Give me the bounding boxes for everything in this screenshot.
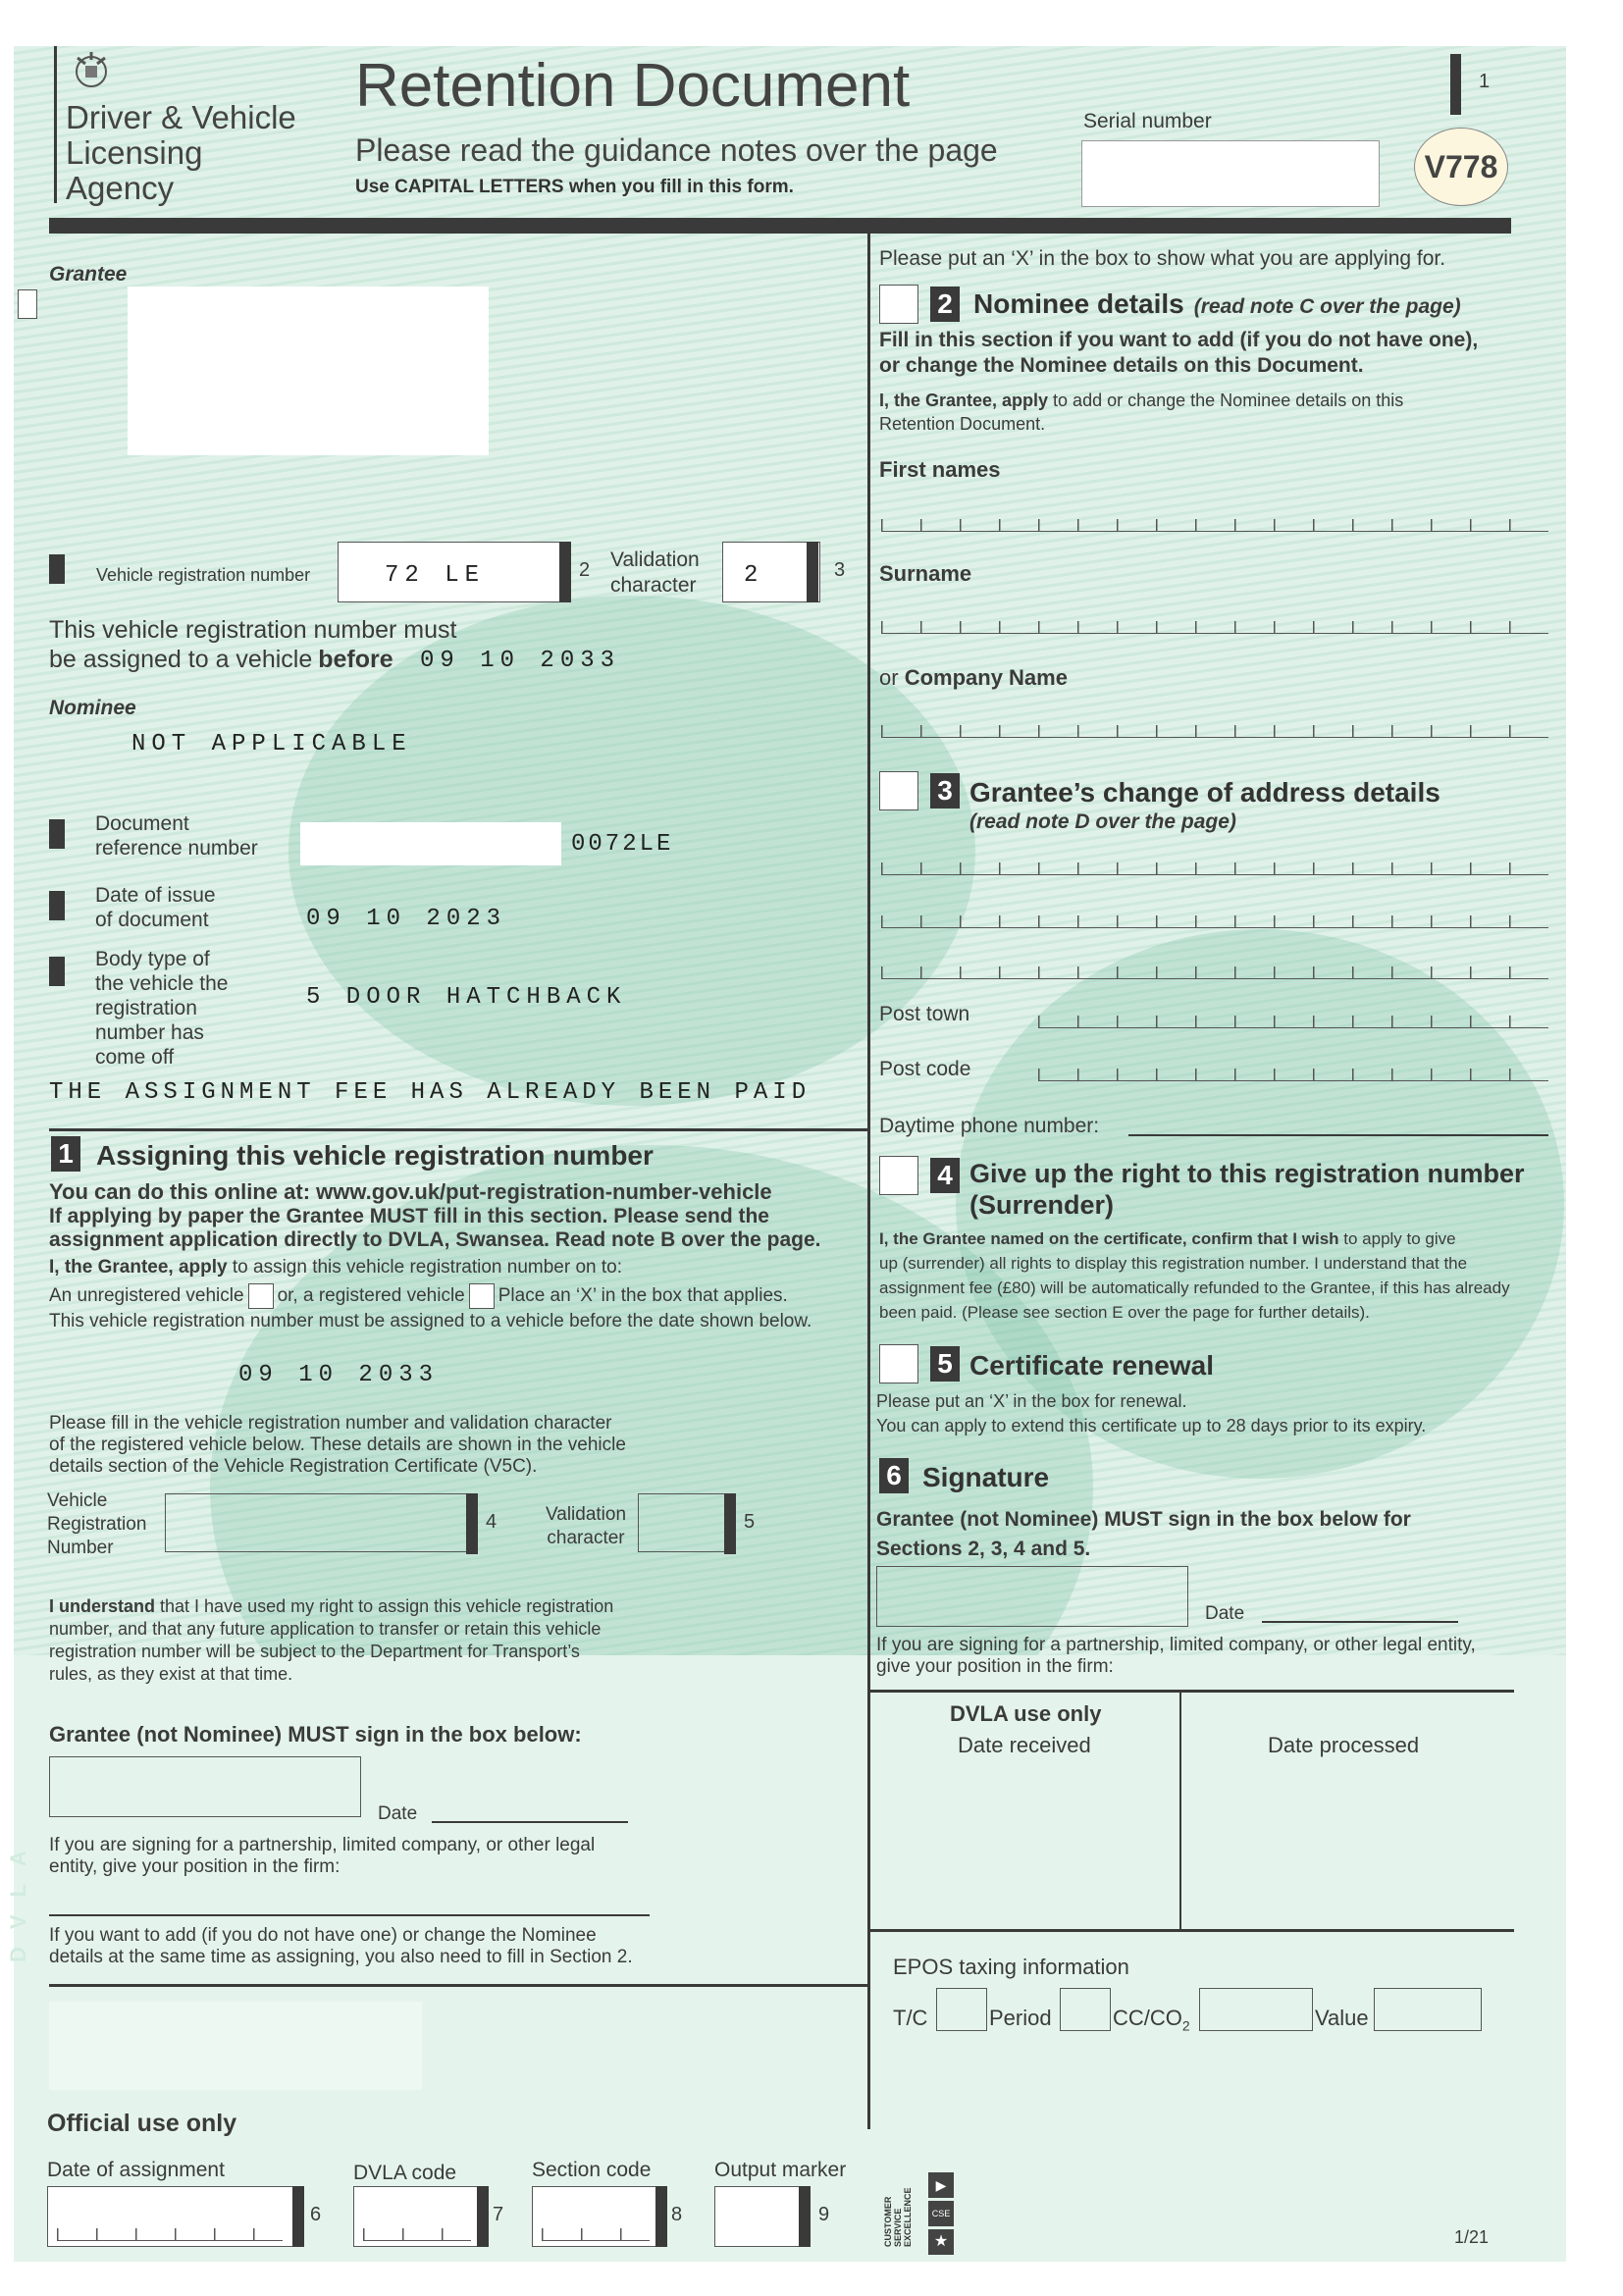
section-1-understand: I understand that I have used my right to assign this vehicle registration number, and that any future application to transfer or retain this vehicle registration number will be subject to the Department for Transport’s rules, as they exist at that time. bbox=[49, 1596, 614, 1684]
unregistered-vehicle-checkbox[interactable] bbox=[248, 1283, 274, 1309]
section-2-heading: Nominee details (read note C over the page) bbox=[973, 288, 1461, 319]
section-1-paper: If applying by paper the Grantee MUST fill in this section. Please send the assignment application directly to DVLA, Swansea. Read note B over the page. bbox=[49, 1205, 821, 1251]
date-received-label: Date received bbox=[958, 1733, 1091, 1757]
serial-number-field[interactable] bbox=[1081, 140, 1380, 207]
marker-5: 5 bbox=[744, 1511, 756, 1533]
serial-number-label: Serial number bbox=[1083, 110, 1212, 132]
marker-7: 7 bbox=[493, 2204, 504, 2225]
docref-label: Document reference number bbox=[95, 812, 258, 860]
address-line-3[interactable] bbox=[881, 958, 1548, 979]
section-1-nominee-note: If you want to add (if you do not have one) or change the Nominee details at the same time as assigning, you also need to fill in Section 2. bbox=[49, 1925, 633, 1967]
section-3-title: Grantee’s change of address details bbox=[969, 777, 1440, 808]
agency-name: Driver & Vehicle Licensing Agency bbox=[66, 99, 296, 206]
left-blank-redacted bbox=[49, 2002, 422, 2090]
epos-value-field[interactable] bbox=[1374, 1988, 1482, 2031]
address-line-1[interactable] bbox=[881, 854, 1548, 875]
dvla-watermark: DVLA bbox=[6, 1833, 30, 1962]
page-title: Retention Document bbox=[355, 52, 911, 120]
validation-value: 2 bbox=[744, 562, 764, 589]
section-1-fill-note: Please fill in the vehicle registration number and validation character of the registered vehicle below. These details are shown in the vehicle details section of the Vehicle Registration Certificate (V5C). bbox=[49, 1413, 626, 1477]
grantee-marker-box bbox=[18, 289, 37, 319]
marker-6: 6 bbox=[310, 2204, 322, 2225]
form-code-badge: V778 bbox=[1414, 128, 1508, 206]
section-1-sign-label: Grantee (not Nominee) MUST sign in the box below: bbox=[49, 1722, 582, 1747]
capital-letters-note: Use CAPITAL LETTERS when you fill in this form. bbox=[355, 177, 794, 197]
section-5-text: Please put an ‘X’ in the box for renewal. You can apply to extend this certificate up to 28 days prior to its expiry. bbox=[876, 1391, 1427, 1435]
section-2-apply: I, the Grantee, apply to add or change the Nominee details on this Retention Document. bbox=[879, 391, 1404, 434]
marker-2: 2 bbox=[579, 559, 591, 581]
address-line-2[interactable] bbox=[881, 907, 1548, 928]
section-6-number: 6 bbox=[879, 1458, 909, 1493]
post-code-label: Post code bbox=[879, 1058, 971, 1080]
surname-label: Surname bbox=[879, 561, 972, 586]
cse-logo bbox=[928, 2172, 954, 2255]
cse-badge: CSE bbox=[928, 2201, 954, 2226]
section-1-position-line[interactable] bbox=[49, 1914, 650, 1916]
section-1-date: 09 10 2033 bbox=[238, 1362, 440, 1388]
first-names-label: First names bbox=[879, 457, 1001, 482]
section-4-title: Give up the right to this registration number (Surrender) bbox=[969, 1159, 1525, 1220]
section-1-title: Assigning this vehicle registration number bbox=[96, 1140, 654, 1171]
section-2-checkbox[interactable] bbox=[879, 285, 918, 324]
section-6-must: Grantee (not Nominee) MUST sign in the box below for Sections 2, 3, 4 and 5. bbox=[876, 1508, 1411, 1560]
post-town-label: Post town bbox=[879, 1003, 970, 1025]
section-1-validation-label: Validation character bbox=[546, 1504, 627, 1548]
marker-8: 8 bbox=[671, 2204, 683, 2225]
page-subtitle: Please read the guidance notes over the page bbox=[355, 132, 998, 168]
epos-cc-label: $CC/CO_2$ bbox=[1113, 2006, 1190, 2034]
section-3-note: (read note D over the page) bbox=[969, 810, 1236, 833]
section-3-number: 3 bbox=[930, 773, 960, 809]
cse-text: CUSTOMER SERVICE EXCELLENCE bbox=[883, 2187, 913, 2247]
date-of-assignment-label: Date of assignment bbox=[47, 2159, 225, 2181]
registered-vehicle-checkbox[interactable] bbox=[469, 1283, 495, 1309]
official-use-title: Official use only bbox=[47, 2110, 237, 2137]
assignment-fee-note: THE ASSIGNMENT FEE HAS ALREADY BEEN PAID bbox=[49, 1079, 812, 1106]
section-6-title: Signature bbox=[922, 1462, 1050, 1492]
section-5-title: Certificate renewal bbox=[969, 1350, 1214, 1381]
epos-tc-label: T/C bbox=[893, 2006, 928, 2030]
dvla-code-label: DVLA code bbox=[353, 2162, 457, 2184]
page-marker: 1 bbox=[1479, 71, 1491, 92]
company-name-label: or Company Name bbox=[879, 665, 1068, 690]
play-icon: ▶ bbox=[928, 2172, 954, 2198]
nominee-label: Nominee bbox=[49, 697, 136, 719]
section-4-text: I, the Grantee named on the certificate, confirm that I wish to apply to give up (surrender) all rights to display this registration number. I understand that the assignment fee (£80) will be automatically refunded to the Grantee, if this has already been paid. (Please see section E over the page for further details). bbox=[879, 1229, 1510, 1322]
issue-date-label: Date of issue of document bbox=[95, 884, 216, 931]
assign-by-date: 09 10 2033 bbox=[420, 648, 621, 674]
post-code-field[interactable] bbox=[1038, 1060, 1548, 1081]
assign-by-note: This vehicle registration number must be assigned to a vehicle before bbox=[49, 616, 457, 673]
marker-3: 3 bbox=[834, 559, 846, 581]
grantee-label: Grantee bbox=[49, 263, 128, 286]
section-1-vrn-field[interactable] bbox=[165, 1493, 471, 1552]
marker-4: 4 bbox=[486, 1511, 497, 1533]
section-code-label: Section code bbox=[532, 2159, 652, 2181]
section-1-signature-box[interactable] bbox=[49, 1756, 361, 1817]
section-1-apply: I, the Grantee, apply to assign this vehicle registration number on to: bbox=[49, 1257, 622, 1278]
header-rule bbox=[49, 218, 1511, 234]
body-type-value: 5 DOOR HATCHBACK bbox=[306, 984, 627, 1011]
section-5-checkbox[interactable] bbox=[879, 1344, 918, 1383]
section-6-signature-box[interactable] bbox=[876, 1566, 1188, 1627]
epos-cc-field[interactable] bbox=[1199, 1988, 1313, 2031]
section-1-date-label: Date bbox=[378, 1803, 418, 1824]
right-intro: Please put an ‘X’ in the box to show what you are applying for. bbox=[879, 247, 1446, 270]
column-divider bbox=[867, 234, 870, 2129]
marker-9: 9 bbox=[818, 2204, 830, 2225]
section-1-before-note: This vehicle registration number must be assigned to a vehicle before the date shown below. bbox=[49, 1311, 812, 1331]
docref-redacted bbox=[300, 822, 561, 865]
section-4-number: 4 bbox=[930, 1158, 960, 1193]
grantee-address-redacted bbox=[128, 287, 489, 455]
company-name-field[interactable] bbox=[881, 716, 1548, 738]
nominee-value: NOT APPLICABLE bbox=[131, 731, 412, 757]
star-icon: ★ bbox=[928, 2229, 954, 2255]
output-marker-field[interactable] bbox=[714, 2186, 803, 2247]
epos-tc-field[interactable] bbox=[936, 1988, 987, 2031]
surname-field[interactable] bbox=[881, 612, 1548, 634]
issue-date-value: 09 10 2023 bbox=[306, 906, 507, 932]
vehicle-type-choice: An unregistered vehicle or, a registered vehicle Place an ‘X’ in the box that applies. bbox=[49, 1283, 788, 1309]
section-2-number: 2 bbox=[930, 287, 960, 322]
section-6-date-label: Date bbox=[1205, 1603, 1245, 1624]
docref-value: 0072LE bbox=[571, 831, 674, 858]
epos-period-label: Period bbox=[989, 2006, 1052, 2030]
crest-icon bbox=[68, 48, 115, 91]
section-4-checkbox[interactable] bbox=[879, 1156, 918, 1195]
section-1-date-line[interactable] bbox=[432, 1821, 628, 1823]
section-1-online: You can do this online at: www.gov.uk/put-registration-number-vehicle bbox=[49, 1179, 772, 1204]
section-5-number: 5 bbox=[930, 1346, 960, 1382]
section-1-number: 1 bbox=[51, 1136, 80, 1172]
section-1-position-note: If you are signing for a partnership, limited company, or other legal entity, give your position in the firm: bbox=[49, 1835, 596, 1877]
date-processed-label: Date processed bbox=[1268, 1733, 1420, 1757]
validation-label: Validation character bbox=[610, 548, 700, 597]
phone-label: Daytime phone number: bbox=[879, 1115, 1100, 1137]
section-2-fill-note: Fill in this section if you want to add (if you do not have one), or change the Nominee details on this Document. bbox=[879, 329, 1479, 377]
body-type-label: Body type of the vehicle the registration number has come off bbox=[95, 948, 229, 1069]
form-version: 1/21 bbox=[1454, 2227, 1490, 2247]
section-3-checkbox[interactable] bbox=[879, 771, 918, 810]
epos-period-field[interactable] bbox=[1060, 1988, 1111, 2031]
post-town-field[interactable] bbox=[1038, 1007, 1548, 1028]
section-1-vrn-label: Vehicle Registration Number bbox=[47, 1490, 147, 1558]
section-1-validation-field[interactable] bbox=[638, 1493, 728, 1552]
phone-field[interactable] bbox=[1128, 1134, 1548, 1136]
output-marker-label: Output marker bbox=[714, 2159, 847, 2181]
section-6-date-line[interactable] bbox=[1262, 1621, 1458, 1623]
dvla-use-title: DVLA use only bbox=[950, 1701, 1102, 1726]
epos-value-label: Value bbox=[1315, 2006, 1369, 2030]
vrn-value: 72 LE bbox=[385, 562, 486, 589]
first-names-field[interactable] bbox=[881, 510, 1548, 532]
vrn-label: Vehicle registration number bbox=[96, 565, 311, 585]
epos-title: EPOS taxing information bbox=[893, 1955, 1129, 1979]
section-6-position: If you are signing for a partnership, limited company, or other legal entity, give your position in the firm: bbox=[876, 1635, 1476, 1677]
validation-field bbox=[722, 542, 820, 602]
